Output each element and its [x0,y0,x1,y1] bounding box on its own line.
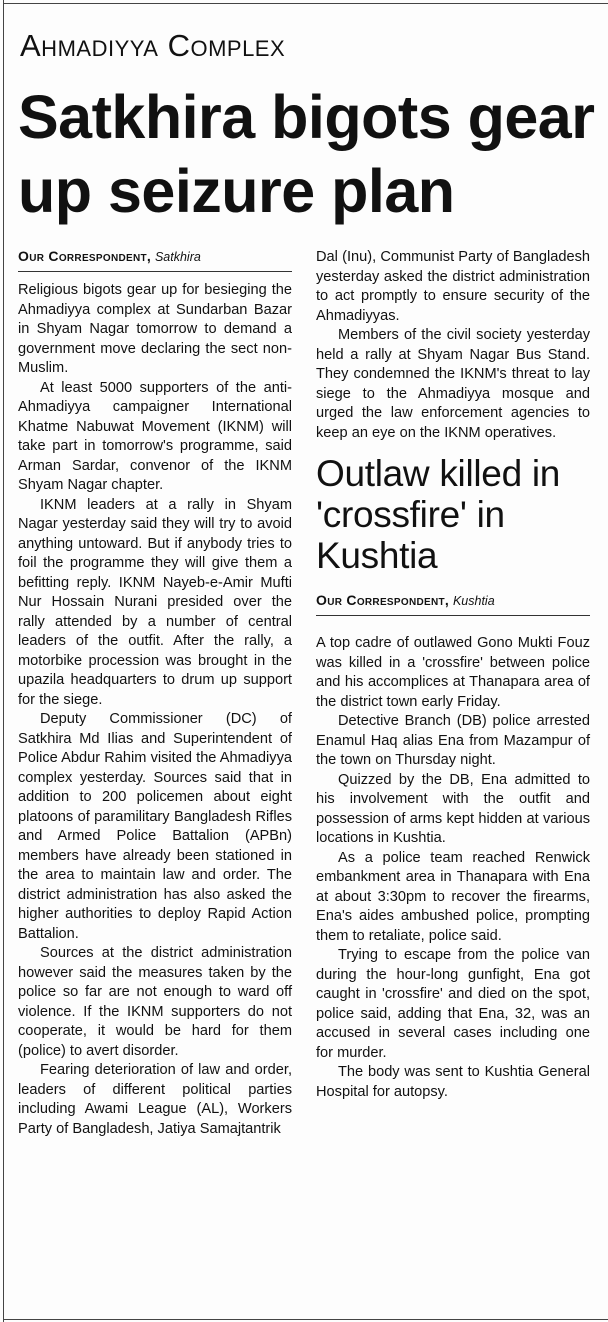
article-paragraph: IKNM leaders at a rally in Shyam Nagar yesterday said they will try to avoid anything untoward. But if anybody tries to foil the programme they will give them a befitting reply. IKNM Nayeb-e-Amir Mufti Nur Hossain Nurani presided over the rally attended by a number of central leaders of the outfit. After the rally, a motorbike procession was brought in the upazila headquarters to drum up support for the siege. [18,496,292,708]
article-paragraph: The body was sent to Kushtia General Hospital for autopsy. [316,1064,590,1100]
article-paragraph: As a police team reached Renwick embankment area in Thanapara with Ena at about 3:30pm to recover the firearms, Ena's aides ambushed police, prompting them to retaliate, police said. [316,849,590,944]
article-paragraph: Religious bigots gear up for besieging the Ahmadiyya complex at Sundarban Bazar in Shyam Nagar tomorrow to demand a government move declaring the sect non-Muslim. [18,282,292,376]
article-paragraph: Fearing deterioration of law and order, leaders of different political parties including Awami League (AL), Workers Party of Bangladesh, Jatiya Samajtantrik [18,1062,292,1137]
article-paragraph: A top cadre of outlawed Gono Mukti Fouz was killed in a 'crossfire' between police and his accomplices at Thanapara area of the district town early Friday. [316,635,590,710]
article-paragraph: Trying to escape from the police van during the hour-long gunfight, Ena got caught in 'crossfire' and died on the spot, police said, adding that Ena, 32, was an accused in several cases including one for murder. [316,947,590,1061]
article-kicker: Ahmadiyya Complex [20,28,286,63]
article-paragraph-continued: Dal (Inu), Communist Party of Bangladesh yesterday asked the district administration to act promptly to ensure security of the Ahmadiyyas. [316,249,590,324]
byline-name: Our Correspondent, [316,592,450,608]
page-border-top [3,3,608,4]
article-headline: Satkhira bigots gear up seizure plan [18,83,595,225]
byline-place: Satkhira [154,250,201,264]
page-border-bottom [3,1319,608,1320]
article-paragraph: Detective Branch (DB) police arrested Enamul Haq alias Ena from Mazampur of the town on Thursday night. [316,713,590,768]
second-article-byline [316,592,590,616]
byline [18,248,292,272]
article-paragraph: Sources at the district administration however said the measures taken by the police so far are not enough to ward off violence. If the IKNM supporters do not cooperate, it would be hard for them (police) to avert disorder. [18,945,292,1059]
article-paragraph-continued: Members of the civil society yesterday held a rally at Shyam Nagar Bus Stand. They condemned the IKNM's threat to lay siege to the Ahmadiyya mosque and urged the law enforcement agencies to keep an eye on the IKNM operatives. [316,327,590,441]
second-article-headline: Outlaw killed in 'crossfire' in Kushtia [316,453,561,576]
article-column-right [316,248,590,1102]
article-column-left [18,248,292,1139]
byline-place: Kushtia [452,594,495,608]
article-paragraph: Deputy Commissioner (DC) of Satkhira Md Ilias and Superintendent of Police Abdur Rahim visited the Ahmadiyya complex yesterday. Sources said that in addition to 200 policemen about eight platoons of paramilitary Bangladesh Rifles and Armed Police Battalion (APBn) members have already been stationed in the area to maintain law and order. The district administration has also asked the higher authorities to deploy Rapid Action Battalion. [18,711,292,942]
byline-name: Our Correspondent, [18,248,152,264]
article-paragraph: At least 5000 supporters of the anti-Ahmadiyya campaigner International Khatme Nabuwat Movement (IKNM) will take part in tomorrow's programme, said Arman Sardar, convenor of the IKNM Shyam Nagar chapter. [18,379,292,493]
page-border-left [3,0,4,1322]
article-paragraph: Quizzed by the DB, Ena admitted to his involvement with the outfit and possession of arms kept hidden at various locations in Kushtia. [316,771,590,846]
